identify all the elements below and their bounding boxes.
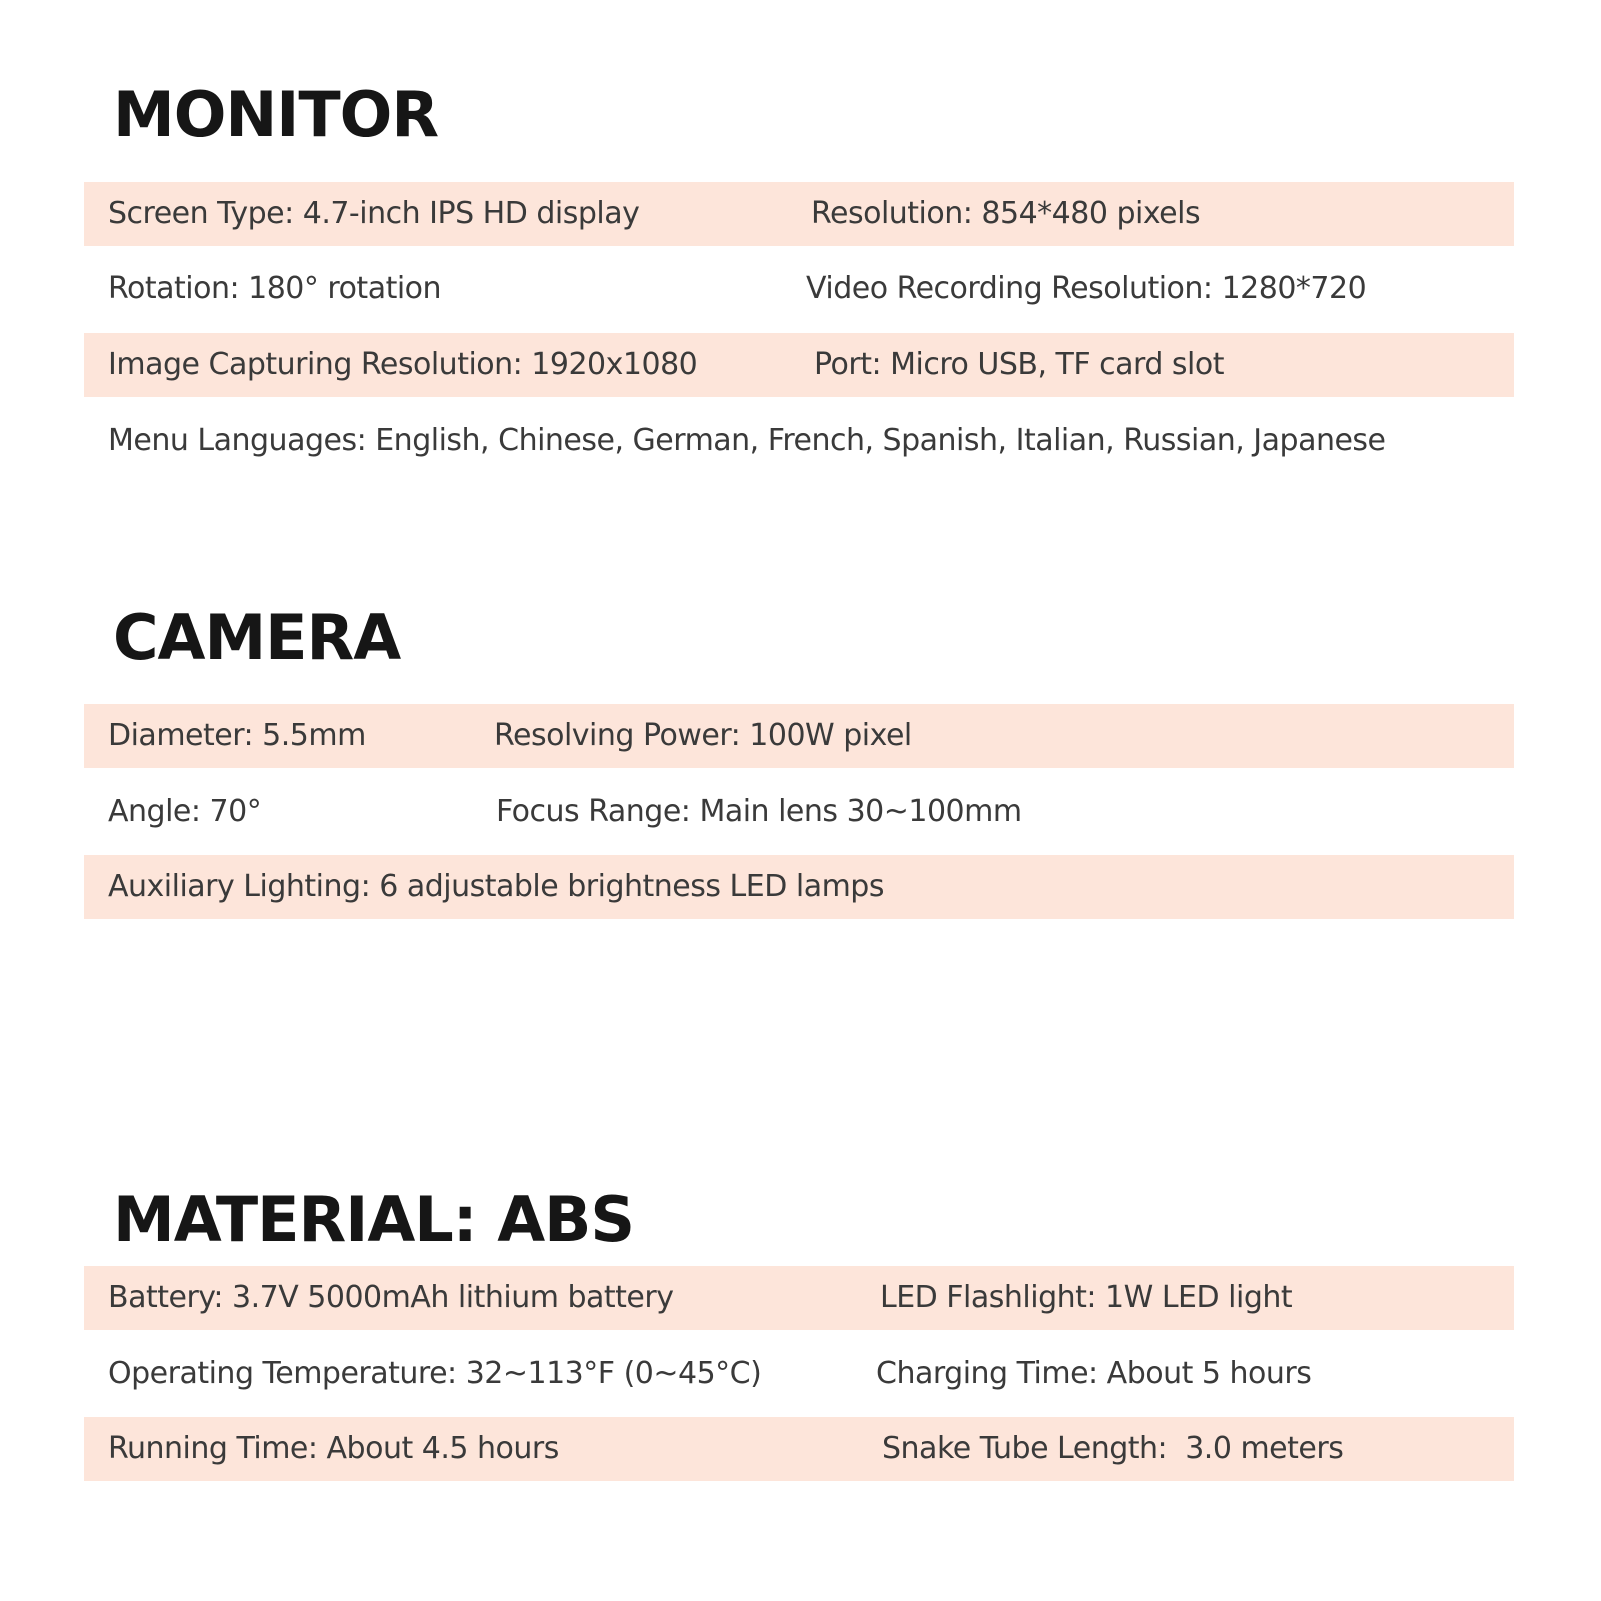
spec-row bbox=[84, 855, 1514, 919]
spec-item: Port: Micro USB, TF card slot bbox=[814, 347, 1225, 382]
spec-item: Diameter: 5.5mm bbox=[108, 718, 366, 753]
spec-row bbox=[84, 409, 1514, 473]
spec-row bbox=[84, 1417, 1514, 1481]
spec-item: Resolution: 854*480 pixels bbox=[811, 196, 1201, 231]
spec-item: Angle: 70° bbox=[108, 794, 262, 829]
spec-item: Operating Temperature: 32~113°F (0~45°C) bbox=[108, 1356, 762, 1391]
spec-row bbox=[84, 1342, 1514, 1406]
spec-item: LED Flashlight: 1W LED light bbox=[880, 1280, 1293, 1315]
section-title-monitor: MONITOR bbox=[113, 78, 439, 151]
section-title-camera: CAMERA bbox=[113, 601, 401, 674]
spec-item: Image Capturing Resolution: 1920x1080 bbox=[108, 347, 698, 382]
spec-item: Snake Tube Length: 3.0 meters bbox=[882, 1431, 1344, 1466]
spec-item: Menu Languages: English, Chinese, German, French, Spanish, Italian, Russian, Japanese bbox=[108, 423, 1386, 458]
section-title-material: MATERIAL: ABS bbox=[113, 1183, 635, 1256]
spec-item: Video Recording Resolution: 1280*720 bbox=[806, 271, 1367, 306]
spec-item: Focus Range: Main lens 30~100mm bbox=[496, 794, 1022, 829]
spec-row bbox=[84, 333, 1514, 397]
spec-row bbox=[84, 257, 1514, 321]
spec-row bbox=[84, 182, 1514, 246]
spec-item: Screen Type: 4.7-inch IPS HD display bbox=[108, 196, 640, 231]
spec-item: Battery: 3.7V 5000mAh lithium battery bbox=[108, 1280, 674, 1315]
spec-item: Auxiliary Lighting: 6 adjustable brightness LED lamps bbox=[108, 869, 884, 904]
spec-row bbox=[84, 780, 1514, 844]
spec-row bbox=[84, 1266, 1514, 1330]
spec-item: Running Time: About 4.5 hours bbox=[108, 1431, 559, 1466]
spec-item: Charging Time: About 5 hours bbox=[876, 1356, 1312, 1391]
spec-item: Resolving Power: 100W pixel bbox=[494, 718, 912, 753]
spec-row bbox=[84, 704, 1514, 768]
spec-item: Rotation: 180° rotation bbox=[108, 271, 442, 306]
